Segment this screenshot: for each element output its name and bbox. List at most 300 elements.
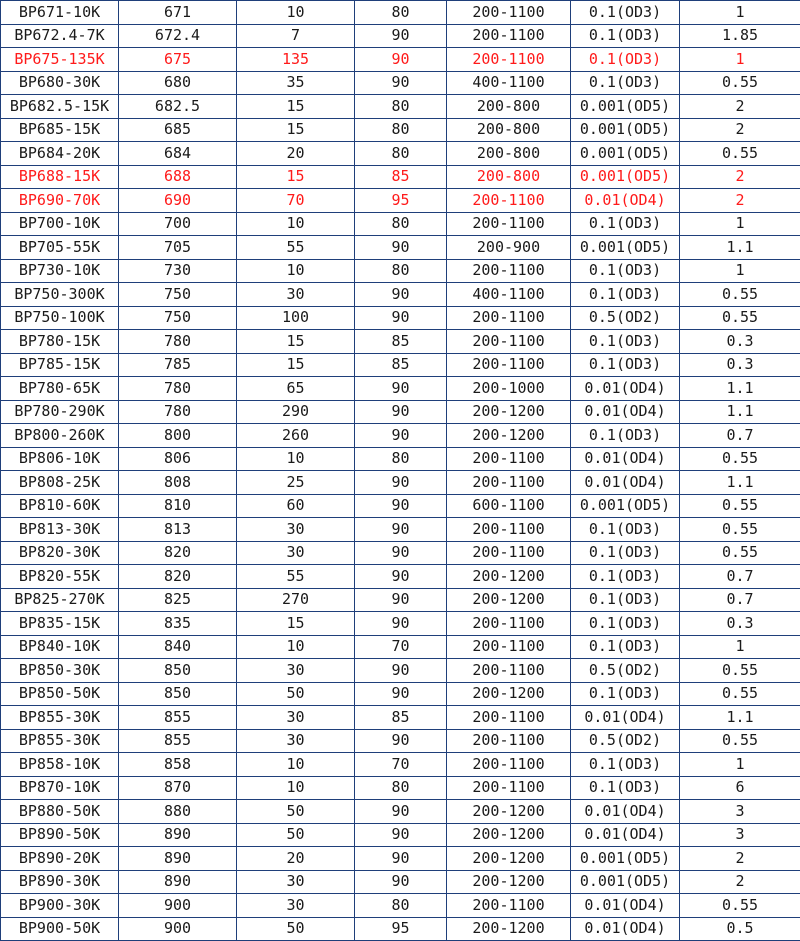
blocking-depth-cell[interactable]: 0.001(OD5) — [571, 236, 680, 260]
model-cell[interactable]: BP780-15K — [1, 330, 119, 354]
thickness-cell[interactable]: 2 — [680, 847, 800, 871]
blocking-range-cell[interactable]: 200-1100 — [447, 471, 571, 495]
blocking-depth-cell[interactable]: 0.5(OD2) — [571, 659, 680, 683]
thickness-cell[interactable]: 0.7 — [680, 424, 800, 448]
center-wavelength-cell[interactable]: 671 — [119, 1, 237, 25]
bandwidth-cell[interactable]: 15 — [237, 118, 355, 142]
bandwidth-cell[interactable]: 50 — [237, 823, 355, 847]
table-row[interactable] — [1, 118, 800, 142]
blocking-range-cell[interactable]: 200-1100 — [447, 635, 571, 659]
table-row[interactable] — [1, 847, 800, 871]
table-row[interactable] — [1, 659, 800, 683]
blocking-depth-cell[interactable]: 0.01(OD4) — [571, 400, 680, 424]
table-row[interactable] — [1, 471, 800, 495]
blocking-depth-cell[interactable]: 0.1(OD3) — [571, 565, 680, 589]
transmission-cell[interactable]: 90 — [355, 612, 447, 636]
blocking-depth-cell[interactable]: 0.1(OD3) — [571, 776, 680, 800]
table-row[interactable] — [1, 306, 800, 330]
blocking-depth-cell[interactable]: 0.5(OD2) — [571, 306, 680, 330]
bandwidth-cell[interactable]: 50 — [237, 682, 355, 706]
blocking-depth-cell[interactable]: 0.001(OD5) — [571, 118, 680, 142]
bandwidth-cell[interactable]: 290 — [237, 400, 355, 424]
thickness-cell[interactable]: 2 — [680, 118, 800, 142]
table-row[interactable] — [1, 894, 800, 918]
thickness-cell[interactable]: 2 — [680, 189, 800, 213]
table-row[interactable] — [1, 776, 800, 800]
model-cell[interactable]: BP685-15K — [1, 118, 119, 142]
thickness-cell[interactable]: 1.1 — [680, 377, 800, 401]
table-row[interactable] — [1, 823, 800, 847]
blocking-depth-cell[interactable]: 0.001(OD5) — [571, 142, 680, 166]
center-wavelength-cell[interactable]: 820 — [119, 565, 237, 589]
blocking-range-cell[interactable]: 200-1100 — [447, 212, 571, 236]
thickness-cell[interactable]: 1 — [680, 1, 800, 25]
center-wavelength-cell[interactable]: 780 — [119, 377, 237, 401]
center-wavelength-cell[interactable]: 700 — [119, 212, 237, 236]
center-wavelength-cell[interactable]: 730 — [119, 259, 237, 283]
table-row[interactable] — [1, 400, 800, 424]
center-wavelength-cell[interactable]: 840 — [119, 635, 237, 659]
blocking-depth-cell[interactable]: 0.1(OD3) — [571, 635, 680, 659]
bandwidth-cell[interactable]: 55 — [237, 565, 355, 589]
transmission-cell[interactable]: 80 — [355, 447, 447, 471]
table-row[interactable] — [1, 494, 800, 518]
blocking-range-cell[interactable]: 200-1100 — [447, 776, 571, 800]
bandwidth-cell[interactable]: 10 — [237, 753, 355, 777]
bandwidth-cell[interactable]: 60 — [237, 494, 355, 518]
model-cell[interactable]: BP675-135K — [1, 48, 119, 72]
blocking-depth-cell[interactable]: 0.5(OD2) — [571, 729, 680, 753]
transmission-cell[interactable]: 90 — [355, 565, 447, 589]
thickness-cell[interactable]: 0.55 — [680, 494, 800, 518]
model-cell[interactable]: BP858-10K — [1, 753, 119, 777]
model-cell[interactable]: BP855-30K — [1, 729, 119, 753]
center-wavelength-cell[interactable]: 850 — [119, 659, 237, 683]
transmission-cell[interactable]: 90 — [355, 71, 447, 95]
model-cell[interactable]: BP900-50K — [1, 917, 119, 941]
thickness-cell[interactable]: 0.55 — [680, 447, 800, 471]
blocking-range-cell[interactable]: 200-1100 — [447, 706, 571, 730]
center-wavelength-cell[interactable]: 680 — [119, 71, 237, 95]
bandwidth-cell[interactable]: 55 — [237, 236, 355, 260]
thickness-cell[interactable]: 6 — [680, 776, 800, 800]
transmission-cell[interactable]: 85 — [355, 330, 447, 354]
transmission-cell[interactable]: 90 — [355, 377, 447, 401]
blocking-range-cell[interactable]: 200-1100 — [447, 541, 571, 565]
bandwidth-cell[interactable]: 135 — [237, 48, 355, 72]
center-wavelength-cell[interactable]: 870 — [119, 776, 237, 800]
blocking-range-cell[interactable]: 200-900 — [447, 236, 571, 260]
blocking-range-cell[interactable]: 400-1100 — [447, 71, 571, 95]
blocking-range-cell[interactable]: 200-1100 — [447, 518, 571, 542]
thickness-cell[interactable]: 0.55 — [680, 659, 800, 683]
transmission-cell[interactable]: 90 — [355, 847, 447, 871]
transmission-cell[interactable]: 90 — [355, 800, 447, 824]
blocking-depth-cell[interactable]: 0.1(OD3) — [571, 518, 680, 542]
table-row[interactable] — [1, 800, 800, 824]
transmission-cell[interactable]: 80 — [355, 212, 447, 236]
bandwidth-cell[interactable]: 30 — [237, 870, 355, 894]
blocking-range-cell[interactable]: 200-1200 — [447, 424, 571, 448]
transmission-cell[interactable]: 90 — [355, 588, 447, 612]
center-wavelength-cell[interactable]: 705 — [119, 236, 237, 260]
transmission-cell[interactable]: 90 — [355, 518, 447, 542]
table-row[interactable] — [1, 95, 800, 119]
transmission-cell[interactable]: 90 — [355, 48, 447, 72]
blocking-depth-cell[interactable]: 0.1(OD3) — [571, 259, 680, 283]
center-wavelength-cell[interactable]: 810 — [119, 494, 237, 518]
table-row[interactable] — [1, 635, 800, 659]
model-cell[interactable]: BP825-270K — [1, 588, 119, 612]
center-wavelength-cell[interactable]: 750 — [119, 306, 237, 330]
transmission-cell[interactable]: 90 — [355, 494, 447, 518]
model-cell[interactable]: BP808-25K — [1, 471, 119, 495]
blocking-depth-cell[interactable]: 0.1(OD3) — [571, 588, 680, 612]
blocking-range-cell[interactable]: 200-800 — [447, 142, 571, 166]
model-cell[interactable]: BP800-260K — [1, 424, 119, 448]
thickness-cell[interactable]: 0.55 — [680, 142, 800, 166]
thickness-cell[interactable]: 0.7 — [680, 588, 800, 612]
center-wavelength-cell[interactable]: 690 — [119, 189, 237, 213]
bandwidth-cell[interactable]: 15 — [237, 165, 355, 189]
model-cell[interactable]: BP890-30K — [1, 870, 119, 894]
model-cell[interactable]: BP700-10K — [1, 212, 119, 236]
bandwidth-cell[interactable]: 20 — [237, 142, 355, 166]
model-cell[interactable]: BP810-60K — [1, 494, 119, 518]
table-row[interactable] — [1, 541, 800, 565]
model-cell[interactable]: BP680-30K — [1, 71, 119, 95]
table-row[interactable] — [1, 377, 800, 401]
bandwidth-cell[interactable]: 100 — [237, 306, 355, 330]
table-row[interactable] — [1, 330, 800, 354]
table-row[interactable] — [1, 447, 800, 471]
center-wavelength-cell[interactable]: 685 — [119, 118, 237, 142]
bandwidth-cell[interactable]: 7 — [237, 24, 355, 48]
table-row[interactable] — [1, 165, 800, 189]
transmission-cell[interactable]: 90 — [355, 541, 447, 565]
table-row[interactable] — [1, 236, 800, 260]
table-row[interactable] — [1, 24, 800, 48]
blocking-depth-cell[interactable]: 0.1(OD3) — [571, 24, 680, 48]
blocking-range-cell[interactable]: 200-1200 — [447, 682, 571, 706]
blocking-range-cell[interactable]: 200-1100 — [447, 753, 571, 777]
table-row[interactable] — [1, 142, 800, 166]
model-cell[interactable]: BP820-55K — [1, 565, 119, 589]
table-row[interactable] — [1, 48, 800, 72]
blocking-depth-cell[interactable]: 0.1(OD3) — [571, 353, 680, 377]
model-cell[interactable]: BP780-65K — [1, 377, 119, 401]
model-cell[interactable]: BP870-10K — [1, 776, 119, 800]
center-wavelength-cell[interactable]: 785 — [119, 353, 237, 377]
thickness-cell[interactable]: 0.3 — [680, 612, 800, 636]
bandwidth-cell[interactable]: 30 — [237, 283, 355, 307]
transmission-cell[interactable]: 90 — [355, 471, 447, 495]
thickness-cell[interactable]: 0.55 — [680, 729, 800, 753]
blocking-depth-cell[interactable]: 0.01(OD4) — [571, 894, 680, 918]
thickness-cell[interactable]: 0.7 — [680, 565, 800, 589]
table-row[interactable] — [1, 565, 800, 589]
transmission-cell[interactable]: 85 — [355, 706, 447, 730]
blocking-depth-cell[interactable]: 0.1(OD3) — [571, 48, 680, 72]
bandwidth-cell[interactable]: 35 — [237, 71, 355, 95]
transmission-cell[interactable]: 80 — [355, 1, 447, 25]
thickness-cell[interactable]: 2 — [680, 870, 800, 894]
bandwidth-cell[interactable]: 10 — [237, 212, 355, 236]
blocking-depth-cell[interactable]: 0.01(OD4) — [571, 800, 680, 824]
model-cell[interactable]: BP813-30K — [1, 518, 119, 542]
table-row[interactable] — [1, 706, 800, 730]
blocking-range-cell[interactable]: 200-1100 — [447, 259, 571, 283]
thickness-cell[interactable]: 1.1 — [680, 400, 800, 424]
bandwidth-cell[interactable]: 15 — [237, 612, 355, 636]
model-cell[interactable]: BP880-50K — [1, 800, 119, 824]
thickness-cell[interactable]: 0.55 — [680, 682, 800, 706]
table-row[interactable] — [1, 588, 800, 612]
bandwidth-cell[interactable]: 10 — [237, 259, 355, 283]
thickness-cell[interactable]: 3 — [680, 823, 800, 847]
blocking-range-cell[interactable]: 200-1100 — [447, 306, 571, 330]
model-cell[interactable]: BP850-50K — [1, 682, 119, 706]
transmission-cell[interactable]: 90 — [355, 24, 447, 48]
blocking-range-cell[interactable]: 200-1100 — [447, 729, 571, 753]
blocking-range-cell[interactable]: 200-1100 — [447, 48, 571, 72]
thickness-cell[interactable]: 1 — [680, 753, 800, 777]
bandwidth-cell[interactable]: 15 — [237, 330, 355, 354]
model-cell[interactable]: BP806-10K — [1, 447, 119, 471]
center-wavelength-cell[interactable]: 900 — [119, 894, 237, 918]
thickness-cell[interactable]: 0.55 — [680, 71, 800, 95]
blocking-depth-cell[interactable]: 0.01(OD4) — [571, 189, 680, 213]
thickness-cell[interactable]: 1 — [680, 635, 800, 659]
transmission-cell[interactable]: 90 — [355, 283, 447, 307]
thickness-cell[interactable]: 1.1 — [680, 706, 800, 730]
bandwidth-cell[interactable]: 15 — [237, 353, 355, 377]
center-wavelength-cell[interactable]: 684 — [119, 142, 237, 166]
thickness-cell[interactable]: 0.55 — [680, 894, 800, 918]
center-wavelength-cell[interactable]: 880 — [119, 800, 237, 824]
model-cell[interactable]: BP705-55K — [1, 236, 119, 260]
model-cell[interactable]: BP684-20K — [1, 142, 119, 166]
transmission-cell[interactable]: 95 — [355, 917, 447, 941]
table-row[interactable] — [1, 753, 800, 777]
transmission-cell[interactable]: 80 — [355, 95, 447, 119]
bandwidth-cell[interactable]: 10 — [237, 1, 355, 25]
bandwidth-cell[interactable]: 30 — [237, 706, 355, 730]
transmission-cell[interactable]: 70 — [355, 635, 447, 659]
thickness-cell[interactable]: 0.3 — [680, 330, 800, 354]
blocking-depth-cell[interactable]: 0.01(OD4) — [571, 447, 680, 471]
transmission-cell[interactable]: 80 — [355, 259, 447, 283]
transmission-cell[interactable]: 90 — [355, 870, 447, 894]
bandwidth-cell[interactable]: 30 — [237, 659, 355, 683]
bandwidth-cell[interactable]: 10 — [237, 776, 355, 800]
model-cell[interactable]: BP780-290K — [1, 400, 119, 424]
blocking-depth-cell[interactable]: 0.001(OD5) — [571, 870, 680, 894]
blocking-depth-cell[interactable]: 0.1(OD3) — [571, 612, 680, 636]
blocking-depth-cell[interactable]: 0.1(OD3) — [571, 541, 680, 565]
bandwidth-cell[interactable]: 15 — [237, 95, 355, 119]
center-wavelength-cell[interactable]: 780 — [119, 330, 237, 354]
model-cell[interactable]: BP900-30K — [1, 894, 119, 918]
blocking-depth-cell[interactable]: 0.01(OD4) — [571, 823, 680, 847]
blocking-range-cell[interactable]: 200-1100 — [447, 659, 571, 683]
blocking-depth-cell[interactable]: 0.01(OD4) — [571, 471, 680, 495]
blocking-depth-cell[interactable]: 0.001(OD5) — [571, 847, 680, 871]
bandwidth-cell[interactable]: 270 — [237, 588, 355, 612]
model-cell[interactable]: BP672.4-7K — [1, 24, 119, 48]
table-row[interactable] — [1, 870, 800, 894]
center-wavelength-cell[interactable]: 900 — [119, 917, 237, 941]
thickness-cell[interactable]: 1 — [680, 48, 800, 72]
blocking-depth-cell[interactable]: 0.1(OD3) — [571, 71, 680, 95]
center-wavelength-cell[interactable]: 750 — [119, 283, 237, 307]
bandwidth-cell[interactable]: 30 — [237, 518, 355, 542]
transmission-cell[interactable]: 80 — [355, 776, 447, 800]
blocking-range-cell[interactable]: 200-1100 — [447, 353, 571, 377]
blocking-range-cell[interactable]: 200-1100 — [447, 24, 571, 48]
blocking-range-cell[interactable]: 200-1100 — [447, 1, 571, 25]
blocking-depth-cell[interactable]: 0.01(OD4) — [571, 917, 680, 941]
table-row[interactable] — [1, 612, 800, 636]
model-cell[interactable]: BP682.5-15K — [1, 95, 119, 119]
bandwidth-cell[interactable]: 50 — [237, 800, 355, 824]
table-row[interactable] — [1, 259, 800, 283]
blocking-depth-cell[interactable]: 0.1(OD3) — [571, 753, 680, 777]
thickness-cell[interactable]: 0.55 — [680, 306, 800, 330]
model-cell[interactable]: BP730-10K — [1, 259, 119, 283]
center-wavelength-cell[interactable]: 835 — [119, 612, 237, 636]
model-cell[interactable]: BP750-300K — [1, 283, 119, 307]
transmission-cell[interactable]: 90 — [355, 682, 447, 706]
center-wavelength-cell[interactable]: 806 — [119, 447, 237, 471]
thickness-cell[interactable]: 0.55 — [680, 518, 800, 542]
center-wavelength-cell[interactable]: 890 — [119, 823, 237, 847]
center-wavelength-cell[interactable]: 820 — [119, 541, 237, 565]
blocking-depth-cell[interactable]: 0.1(OD3) — [571, 682, 680, 706]
transmission-cell[interactable]: 90 — [355, 236, 447, 260]
transmission-cell[interactable]: 80 — [355, 118, 447, 142]
table-row[interactable] — [1, 729, 800, 753]
blocking-depth-cell[interactable]: 0.1(OD3) — [571, 424, 680, 448]
bandwidth-cell[interactable]: 20 — [237, 847, 355, 871]
center-wavelength-cell[interactable]: 825 — [119, 588, 237, 612]
model-cell[interactable]: BP750-100K — [1, 306, 119, 330]
thickness-cell[interactable]: 1.85 — [680, 24, 800, 48]
center-wavelength-cell[interactable]: 672.4 — [119, 24, 237, 48]
blocking-depth-cell[interactable]: 0.01(OD4) — [571, 706, 680, 730]
bandwidth-cell[interactable]: 70 — [237, 189, 355, 213]
center-wavelength-cell[interactable]: 855 — [119, 706, 237, 730]
center-wavelength-cell[interactable]: 675 — [119, 48, 237, 72]
transmission-cell[interactable]: 90 — [355, 400, 447, 424]
bandwidth-cell[interactable]: 260 — [237, 424, 355, 448]
blocking-range-cell[interactable]: 200-1100 — [447, 894, 571, 918]
bandwidth-cell[interactable]: 10 — [237, 447, 355, 471]
center-wavelength-cell[interactable]: 858 — [119, 753, 237, 777]
table-row[interactable] — [1, 424, 800, 448]
transmission-cell[interactable]: 90 — [355, 823, 447, 847]
blocking-range-cell[interactable]: 200-1200 — [447, 917, 571, 941]
center-wavelength-cell[interactable]: 688 — [119, 165, 237, 189]
transmission-cell[interactable]: 90 — [355, 659, 447, 683]
center-wavelength-cell[interactable]: 800 — [119, 424, 237, 448]
model-cell[interactable]: BP890-50K — [1, 823, 119, 847]
bandwidth-cell[interactable]: 30 — [237, 729, 355, 753]
model-cell[interactable]: BP835-15K — [1, 612, 119, 636]
thickness-cell[interactable]: 0.5 — [680, 917, 800, 941]
bandwidth-cell[interactable]: 25 — [237, 471, 355, 495]
blocking-depth-cell[interactable]: 0.1(OD3) — [571, 330, 680, 354]
blocking-range-cell[interactable]: 200-800 — [447, 118, 571, 142]
blocking-range-cell[interactable]: 200-1200 — [447, 800, 571, 824]
blocking-range-cell[interactable]: 200-1200 — [447, 847, 571, 871]
transmission-cell[interactable]: 90 — [355, 306, 447, 330]
center-wavelength-cell[interactable]: 855 — [119, 729, 237, 753]
table-row[interactable] — [1, 71, 800, 95]
blocking-range-cell[interactable]: 200-800 — [447, 95, 571, 119]
blocking-range-cell[interactable]: 400-1100 — [447, 283, 571, 307]
blocking-range-cell[interactable]: 200-1100 — [447, 330, 571, 354]
table-row[interactable] — [1, 212, 800, 236]
blocking-range-cell[interactable]: 200-1200 — [447, 870, 571, 894]
table-row[interactable] — [1, 1, 800, 25]
bandwidth-cell[interactable]: 30 — [237, 894, 355, 918]
center-wavelength-cell[interactable]: 850 — [119, 682, 237, 706]
transmission-cell[interactable]: 80 — [355, 894, 447, 918]
table-row[interactable] — [1, 682, 800, 706]
thickness-cell[interactable]: 2 — [680, 95, 800, 119]
center-wavelength-cell[interactable]: 890 — [119, 870, 237, 894]
transmission-cell[interactable]: 95 — [355, 189, 447, 213]
thickness-cell[interactable]: 2 — [680, 165, 800, 189]
model-cell[interactable]: BP820-30K — [1, 541, 119, 565]
model-cell[interactable]: BP688-15K — [1, 165, 119, 189]
transmission-cell[interactable]: 70 — [355, 753, 447, 777]
blocking-range-cell[interactable]: 200-1200 — [447, 400, 571, 424]
thickness-cell[interactable]: 1.1 — [680, 236, 800, 260]
table-row[interactable] — [1, 283, 800, 307]
table-row[interactable] — [1, 353, 800, 377]
blocking-depth-cell[interactable]: 0.1(OD3) — [571, 1, 680, 25]
thickness-cell[interactable]: 0.55 — [680, 541, 800, 565]
blocking-depth-cell[interactable]: 0.001(OD5) — [571, 165, 680, 189]
model-cell[interactable]: BP850-30K — [1, 659, 119, 683]
blocking-depth-cell[interactable]: 0.1(OD3) — [571, 283, 680, 307]
blocking-range-cell[interactable]: 200-1100 — [447, 612, 571, 636]
blocking-range-cell[interactable]: 600-1100 — [447, 494, 571, 518]
table-row[interactable] — [1, 917, 800, 941]
model-cell[interactable]: BP840-10K — [1, 635, 119, 659]
center-wavelength-cell[interactable]: 813 — [119, 518, 237, 542]
model-cell[interactable]: BP671-10K — [1, 1, 119, 25]
model-cell[interactable]: BP855-30K — [1, 706, 119, 730]
thickness-cell[interactable]: 0.55 — [680, 283, 800, 307]
thickness-cell[interactable]: 1.1 — [680, 471, 800, 495]
blocking-depth-cell[interactable]: 0.001(OD5) — [571, 95, 680, 119]
transmission-cell[interactable]: 85 — [355, 165, 447, 189]
transmission-cell[interactable]: 90 — [355, 729, 447, 753]
bandwidth-cell[interactable]: 10 — [237, 635, 355, 659]
table-row[interactable] — [1, 518, 800, 542]
center-wavelength-cell[interactable]: 682.5 — [119, 95, 237, 119]
bandwidth-cell[interactable]: 50 — [237, 917, 355, 941]
blocking-depth-cell[interactable]: 0.1(OD3) — [571, 212, 680, 236]
center-wavelength-cell[interactable]: 808 — [119, 471, 237, 495]
model-cell[interactable]: BP785-15K — [1, 353, 119, 377]
blocking-depth-cell[interactable]: 0.001(OD5) — [571, 494, 680, 518]
blocking-range-cell[interactable]: 200-1000 — [447, 377, 571, 401]
table-row[interactable] — [1, 189, 800, 213]
